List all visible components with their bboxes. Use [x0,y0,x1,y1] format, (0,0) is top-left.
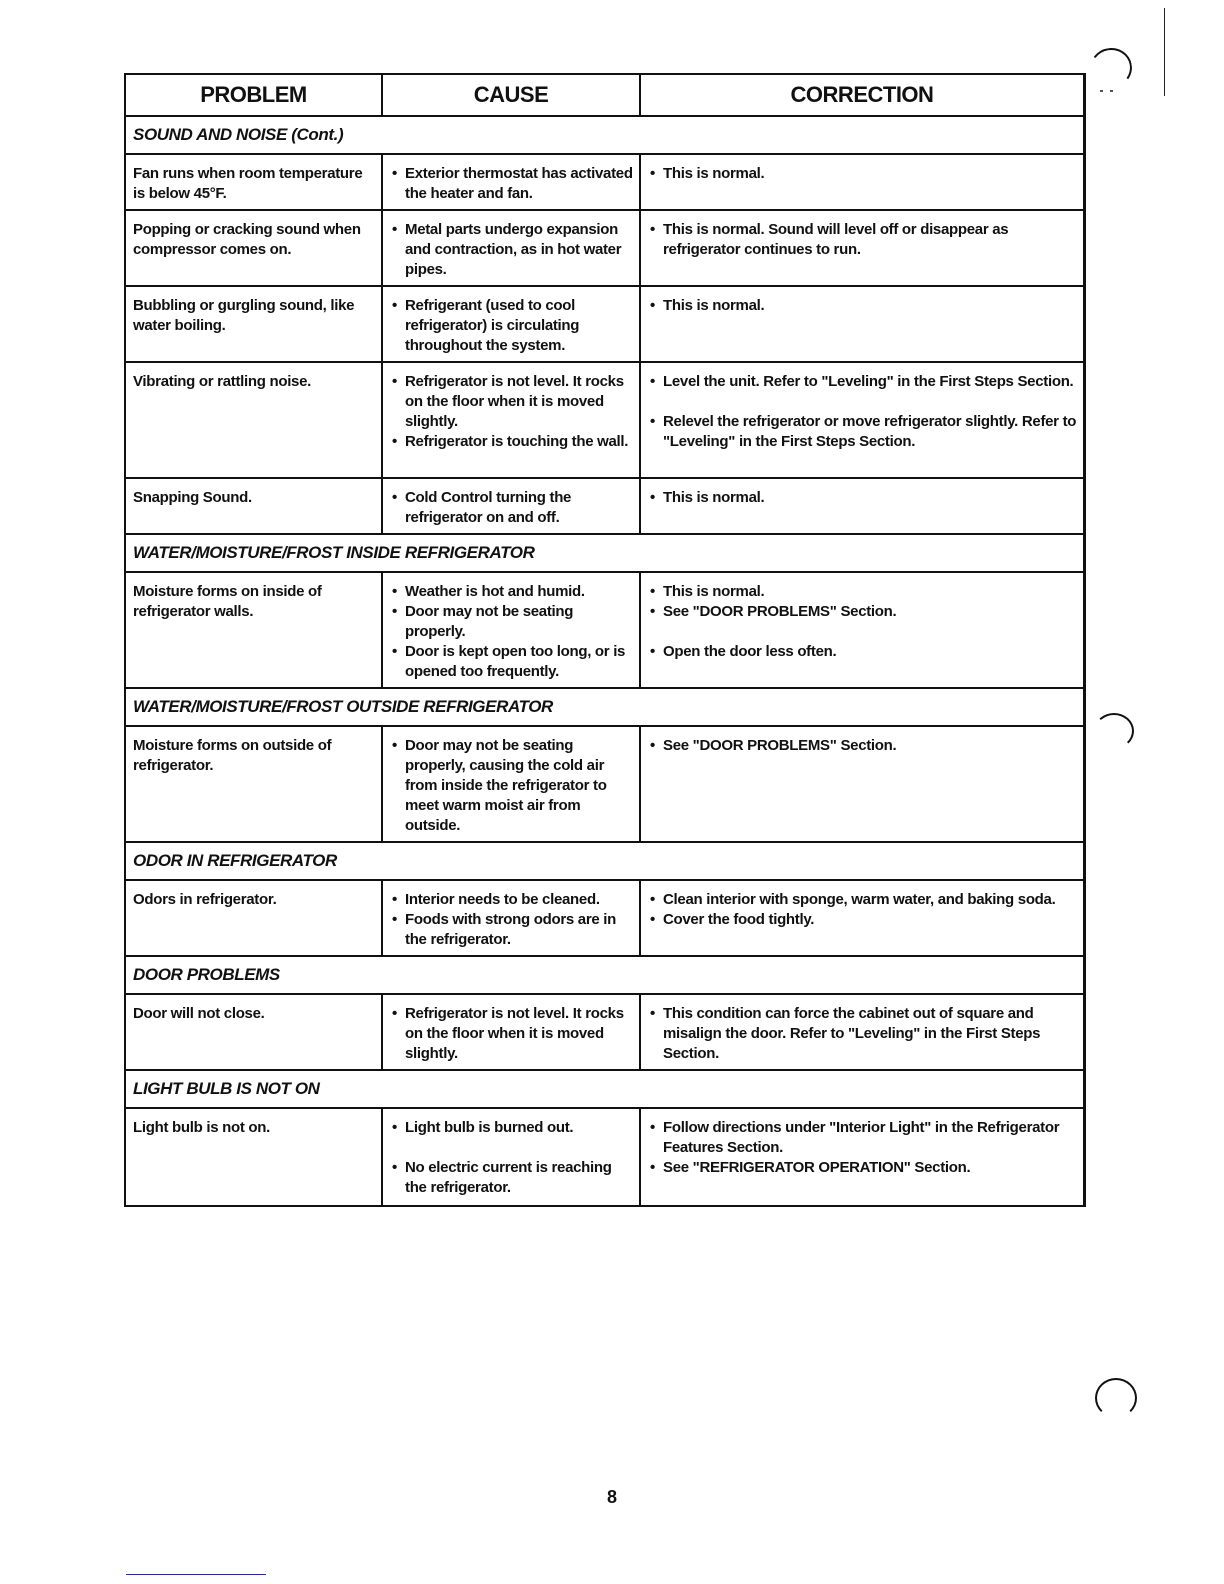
correction-text: See [663,603,693,620]
cause-item: • Weather is hot and humid. [390,582,633,602]
cause-cell [383,211,641,285]
cause-item: • Door is kept open too long, or is opened too frequently. [390,642,633,682]
table-row [126,881,1083,957]
cause-item: • Refrigerator is not level. It rocks on the floor when it is moved slightly. [390,372,633,432]
cause-cell [383,155,641,209]
troubleshooting-table [124,73,1086,1207]
scan-speck [1110,90,1113,92]
correction-item: • Clean interior with sponge, warm water, and baking soda. [648,890,1077,910]
table-row [126,573,1083,689]
cause-item: • Metal parts undergo expansion and contraction, as in hot water pipes. [390,220,633,280]
problem-cell: Moisture forms on outside of refrigerator. [126,727,383,841]
correction-item [648,1118,1077,1158]
section-reference: Refrigerator Features [663,1119,1060,1156]
cause-cell [383,479,641,533]
section-reference: "REFRIGERATOR OPERATION" [692,1159,911,1176]
correction-cell [641,881,1083,955]
section-reference: "DOOR PROBLEMS" [692,603,837,620]
cause-cell [383,363,641,477]
section-reference: First Steps [781,433,856,450]
problem-cell: Fan runs when room temperature is below 45°F. [126,155,383,209]
table-row [126,211,1083,287]
scan-margin-line [1164,8,1165,96]
correction-text: See [663,1159,693,1176]
problem-cell: Bubbling or gurgling sound, like water boiling. [126,287,383,361]
section-reference: First Steps [939,373,1014,390]
problem-cell: Moisture forms on inside of refrigerator walls. [126,573,383,687]
section-title: WATER/MOISTURE/FROST INSIDE REFRIGERATOR [126,535,1083,573]
correction-item [648,372,1077,392]
correction-text: Section. [663,1045,719,1062]
table-row [126,995,1083,1071]
cause-item: • Refrigerant (used to cool refrigerator) is circulating throughout the system. [390,296,633,356]
cause-item: • Cold Control turning the refrigerator on and off. [390,488,633,528]
cause-cell [383,995,641,1069]
correction-item: • Open the door less often. [648,642,1077,662]
binder-hole-icon [1095,1378,1137,1418]
correction-cell [641,363,1083,477]
header-problem: PROBLEM [126,75,383,115]
section-reference: "DOOR PROBLEMS" [692,737,837,754]
section-title: ODOR IN REFRIGERATOR [126,843,1083,881]
correction-text: Section. [836,737,897,754]
correction-text: Section. [836,603,897,620]
cause-item: • Door may not be seating properly, causing the cold air from inside the refrigerator to meet warm moist air from outside. [390,736,633,836]
section-title: WATER/MOISTURE/FROST OUTSIDE REFRIGERATOR [126,689,1083,727]
header-correction: CORRECTION [790,82,934,107]
correction-item: • This is normal. [648,582,1077,602]
table-row [126,1109,1083,1205]
cause-cell [383,573,641,687]
cause-cell [383,881,641,955]
correction-item: • This is normal. Sound will level off or disappear as refrigerator continues to run. [648,220,1077,260]
correction-cell [641,573,1083,687]
table-row [126,363,1083,479]
correction-cell [641,211,1083,285]
correction-text: See [663,737,693,754]
binder-hole-icon [1094,713,1134,749]
correction-cell [641,995,1083,1069]
scan-speck [1100,90,1103,92]
correction-text: Section. [855,433,916,450]
cause-cell [383,727,641,841]
cause-item: • Foods with strong odors are in the refrigerator. [390,910,633,950]
blue-underline [126,1574,266,1575]
correction-cell [641,727,1083,841]
correction-cell [641,479,1083,533]
cause-item: • Refrigerator is touching the wall. [390,432,633,452]
problem-cell: Popping or cracking sound when compressor comes on. [126,211,383,285]
cause-cell [383,1109,641,1205]
table-row [126,155,1083,211]
table-row [126,287,1083,363]
table-row [126,479,1083,535]
section-title: SOUND AND NOISE (Cont.) [126,117,1083,155]
cause-item: • Light bulb is burned out. [390,1118,633,1138]
cause-item: • Door may not be seating properly. [390,602,633,642]
correction-text: This condition can force the cabinet out of square and misalign the door. Refer to "Leveling" in the [663,1005,1034,1042]
correction-item: • This is normal. [648,164,1077,184]
problem-cell: Door will not close. [126,995,383,1069]
correction-text: Section. [723,1139,783,1156]
correction-item: • This is normal. [648,296,1077,316]
cause-cell [383,287,641,361]
correction-item [648,736,1077,756]
section-reference: First Steps [965,1025,1041,1042]
correction-item [648,1004,1077,1064]
correction-text: Section. [910,1159,971,1176]
correction-text: Relevel the refrigerator or move refrigerator slightly. Refer to "Leveling" in the [663,413,1077,450]
table-row [126,727,1083,843]
correction-text: Level the unit. Refer to "Leveling" in the [663,373,940,390]
problem-cell: Snapping Sound. [126,479,383,533]
problem-cell: Light bulb is not on. [126,1109,383,1205]
header-cause: CAUSE [383,75,641,115]
section-title: DOOR PROBLEMS [126,957,1083,995]
cause-item: • Exterior thermostat has activated the heater and fan. [390,164,633,204]
correction-item: • This is normal. [648,488,1077,508]
correction-cell [641,1109,1083,1205]
correction-item [648,412,1077,452]
problem-cell: Vibrating or rattling noise. [126,363,383,477]
cause-item: • Refrigerator is not level. It rocks on the floor when it is moved slightly. [390,1004,633,1064]
table-header-row [126,75,1083,117]
problem-cell: Odors in refrigerator. [126,881,383,955]
correction-item: • Cover the food tightly. [648,910,1077,930]
correction-item [648,602,1077,622]
correction-cell [641,287,1083,361]
correction-text: Follow directions under "Interior Light" in the [663,1119,977,1136]
cause-item: • Interior needs to be cleaned. [390,890,633,910]
binder-hole-icon [1087,45,1135,92]
correction-item [648,1158,1077,1178]
cause-item: • No electric current is reaching the refrigerator. [390,1158,633,1198]
page-number: 8 [606,1487,617,1507]
correction-cell [641,155,1083,209]
correction-text: Section. [1013,373,1074,390]
section-title: LIGHT BULB IS NOT ON [126,1071,1083,1109]
